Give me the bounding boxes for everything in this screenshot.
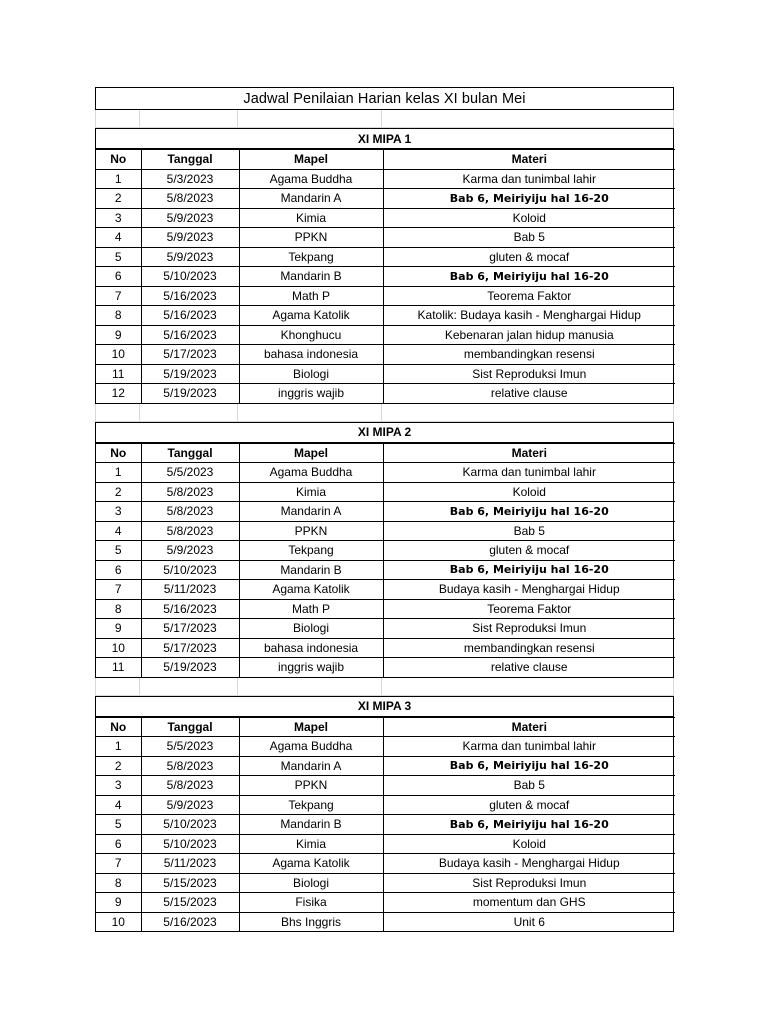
- cell-materi: Kebenaran jalan hidup manusia: [383, 325, 675, 345]
- table-row: [96, 756, 675, 776]
- cell-materi: Koloid: [383, 834, 675, 854]
- cell-mapel: Math P: [239, 599, 383, 619]
- table-row: [96, 854, 675, 874]
- cell-no: 1: [96, 463, 141, 483]
- table-row: [96, 541, 675, 561]
- spacer-cell: [382, 404, 674, 422]
- spacer-cell: [95, 404, 140, 422]
- cell-materi: Budaya kasih - Menghargai Hidup: [383, 580, 675, 600]
- cell-tanggal: 5/16/2023: [141, 912, 239, 931]
- table-row: [96, 638, 675, 658]
- cell-tanggal: 5/15/2023: [141, 893, 239, 913]
- column-header-materi: Materi: [383, 443, 675, 463]
- table-row: [96, 169, 675, 189]
- cell-tanggal: 5/8/2023: [141, 482, 239, 502]
- cell-no: 4: [96, 521, 141, 541]
- class-section: [95, 422, 674, 678]
- section-title: XI MIPA 1: [96, 129, 673, 149]
- cell-no: 1: [96, 737, 141, 757]
- table-row: [96, 345, 675, 365]
- cell-mapel: Mandarin B: [239, 815, 383, 835]
- cell-no: 5: [96, 815, 141, 835]
- header-row: [96, 443, 675, 463]
- table-row: [96, 834, 675, 854]
- cell-no: 8: [96, 873, 141, 893]
- cell-tanggal: 5/15/2023: [141, 873, 239, 893]
- cell-mapel: Agama Katolik: [239, 854, 383, 874]
- cell-materi: Bab 5: [383, 228, 675, 248]
- table-row: [96, 502, 675, 522]
- table-row: [96, 815, 675, 835]
- column-header-tanggal: Tanggal: [141, 717, 239, 737]
- header-row: [96, 150, 675, 170]
- cell-mapel: Mandarin A: [239, 756, 383, 776]
- spacer-cell: [382, 110, 674, 128]
- cell-tanggal: 5/19/2023: [141, 364, 239, 384]
- cell-tanggal: 5/10/2023: [141, 815, 239, 835]
- cell-no: 3: [96, 208, 141, 228]
- table-row: [96, 795, 675, 815]
- cell-mapel: PPKN: [239, 521, 383, 541]
- spacer-row: [95, 678, 674, 696]
- spacer-cell: [238, 678, 382, 696]
- cell-materi: Sist Reproduksi Imun: [383, 873, 675, 893]
- cell-no: 2: [96, 756, 141, 776]
- cell-materi: Karma dan tunimbal lahir: [383, 463, 675, 483]
- cell-tanggal: 5/8/2023: [141, 756, 239, 776]
- class-section: [95, 696, 674, 933]
- table-row: [96, 599, 675, 619]
- table-row: [96, 580, 675, 600]
- cell-tanggal: 5/9/2023: [141, 247, 239, 267]
- cell-tanggal: 5/9/2023: [141, 541, 239, 561]
- cell-no: 5: [96, 541, 141, 561]
- cell-mapel: Bhs Inggris: [239, 912, 383, 931]
- cell-mapel: PPKN: [239, 776, 383, 796]
- cell-tanggal: 5/9/2023: [141, 228, 239, 248]
- cell-mapel: Agama Buddha: [239, 737, 383, 757]
- cell-tanggal: 5/3/2023: [141, 169, 239, 189]
- cell-tanggal: 5/19/2023: [141, 658, 239, 677]
- cell-materi: Koloid: [383, 482, 675, 502]
- cell-no: 3: [96, 502, 141, 522]
- header-row: [96, 717, 675, 737]
- cell-mapel: Kimia: [239, 834, 383, 854]
- cell-mapel: inggris wajib: [239, 384, 383, 403]
- table-row: [96, 482, 675, 502]
- cell-tanggal: 5/8/2023: [141, 776, 239, 796]
- column-header-tanggal: Tanggal: [141, 443, 239, 463]
- spacer-cell: [140, 678, 238, 696]
- cell-materi: Budaya kasih - Menghargai Hidup: [383, 854, 675, 874]
- sections-container: [95, 110, 674, 932]
- cell-no: 7: [96, 286, 141, 306]
- section-title: XI MIPA 3: [96, 697, 673, 717]
- cell-no: 8: [96, 306, 141, 326]
- column-header-mapel: Mapel: [239, 150, 383, 170]
- cell-materi: Bab 6, Meiriyiju hal 16-20: [383, 502, 675, 522]
- cell-no: 2: [96, 482, 141, 502]
- table-row: [96, 893, 675, 913]
- cell-tanggal: 5/8/2023: [141, 521, 239, 541]
- cell-no: 1: [96, 169, 141, 189]
- cell-no: 6: [96, 834, 141, 854]
- cell-mapel: Mandarin B: [239, 560, 383, 580]
- table-row: [96, 228, 675, 248]
- cell-tanggal: 5/17/2023: [141, 345, 239, 365]
- cell-mapel: Mandarin B: [239, 267, 383, 287]
- cell-no: 8: [96, 599, 141, 619]
- cell-mapel: Biologi: [239, 873, 383, 893]
- cell-no: 7: [96, 580, 141, 600]
- cell-tanggal: 5/16/2023: [141, 325, 239, 345]
- cell-tanggal: 5/10/2023: [141, 267, 239, 287]
- cell-no: 3: [96, 776, 141, 796]
- cell-materi: relative clause: [383, 658, 675, 677]
- cell-materi: Bab 6, Meiriyiju hal 16-20: [383, 189, 675, 209]
- cell-materi: Karma dan tunimbal lahir: [383, 737, 675, 757]
- cell-materi: gluten & mocaf: [383, 247, 675, 267]
- schedule-table: [96, 717, 675, 932]
- cell-tanggal: 5/19/2023: [141, 384, 239, 403]
- cell-materi: Bab 5: [383, 521, 675, 541]
- cell-no: 9: [96, 619, 141, 639]
- spacer-cell: [140, 404, 238, 422]
- table-row: [96, 306, 675, 326]
- table-row: [96, 560, 675, 580]
- cell-mapel: Agama Katolik: [239, 580, 383, 600]
- table-row: [96, 286, 675, 306]
- cell-no: 4: [96, 228, 141, 248]
- cell-tanggal: 5/11/2023: [141, 854, 239, 874]
- cell-mapel: Agama Buddha: [239, 169, 383, 189]
- cell-tanggal: 5/5/2023: [141, 737, 239, 757]
- cell-tanggal: 5/8/2023: [141, 502, 239, 522]
- cell-no: 11: [96, 364, 141, 384]
- cell-tanggal: 5/10/2023: [141, 560, 239, 580]
- cell-tanggal: 5/17/2023: [141, 619, 239, 639]
- cell-no: 6: [96, 267, 141, 287]
- column-header-materi: Materi: [383, 150, 675, 170]
- spacer-cell: [238, 404, 382, 422]
- cell-tanggal: 5/11/2023: [141, 580, 239, 600]
- sheet-title: Jadwal Penilaian Harian kelas XI bulan Mei: [95, 87, 674, 110]
- table-row: [96, 658, 675, 677]
- cell-mapel: bahasa indonesia: [239, 638, 383, 658]
- class-section: [95, 128, 674, 404]
- cell-mapel: Fisika: [239, 893, 383, 913]
- cell-mapel: Tekpang: [239, 247, 383, 267]
- spacer-cell: [95, 110, 140, 128]
- cell-materi: Teorema Faktor: [383, 286, 675, 306]
- cell-no: 6: [96, 560, 141, 580]
- cell-mapel: Math P: [239, 286, 383, 306]
- cell-no: 2: [96, 189, 141, 209]
- cell-mapel: inggris wajib: [239, 658, 383, 677]
- cell-mapel: Khonghucu: [239, 325, 383, 345]
- schedule-table: [96, 149, 675, 403]
- cell-tanggal: 5/9/2023: [141, 795, 239, 815]
- cell-materi: Bab 6, Meiriyiju hal 16-20: [383, 560, 675, 580]
- column-header-no: No: [96, 150, 141, 170]
- cell-mapel: Agama Buddha: [239, 463, 383, 483]
- cell-mapel: bahasa indonesia: [239, 345, 383, 365]
- cell-materi: gluten & mocaf: [383, 795, 675, 815]
- cell-mapel: Agama Katolik: [239, 306, 383, 326]
- cell-materi: Sist Reproduksi Imun: [383, 619, 675, 639]
- cell-tanggal: 5/16/2023: [141, 286, 239, 306]
- spacer-cell: [95, 678, 140, 696]
- column-header-mapel: Mapel: [239, 717, 383, 737]
- spacer-row: [95, 404, 674, 422]
- table-row: [96, 776, 675, 796]
- cell-materi: Bab 6, Meiriyiju hal 16-20: [383, 267, 675, 287]
- cell-no: 4: [96, 795, 141, 815]
- column-header-no: No: [96, 443, 141, 463]
- cell-materi: Koloid: [383, 208, 675, 228]
- cell-mapel: Biologi: [239, 364, 383, 384]
- cell-materi: Bab 6, Meiriyiju hal 16-20: [383, 756, 675, 776]
- cell-mapel: Biologi: [239, 619, 383, 639]
- table-row: [96, 384, 675, 403]
- column-header-materi: Materi: [383, 717, 675, 737]
- cell-tanggal: 5/16/2023: [141, 306, 239, 326]
- table-row: [96, 463, 675, 483]
- table-row: [96, 737, 675, 757]
- table-row: [96, 325, 675, 345]
- cell-materi: Katolik: Budaya kasih - Menghargai Hidup: [383, 306, 675, 326]
- cell-no: 12: [96, 384, 141, 403]
- cell-mapel: Kimia: [239, 482, 383, 502]
- cell-materi: relative clause: [383, 384, 675, 403]
- table-row: [96, 189, 675, 209]
- section-title: XI MIPA 2: [96, 423, 673, 443]
- column-header-mapel: Mapel: [239, 443, 383, 463]
- table-row: [96, 247, 675, 267]
- cell-mapel: Tekpang: [239, 541, 383, 561]
- cell-no: 11: [96, 658, 141, 677]
- spacer-row: [95, 110, 674, 128]
- cell-tanggal: 5/8/2023: [141, 189, 239, 209]
- cell-materi: Bab 5: [383, 776, 675, 796]
- cell-no: 10: [96, 912, 141, 931]
- spacer-cell: [140, 110, 238, 128]
- cell-tanggal: 5/5/2023: [141, 463, 239, 483]
- schedule-sheet: [95, 87, 674, 932]
- cell-materi: Bab 6, Meiriyiju hal 16-20: [383, 815, 675, 835]
- cell-no: 5: [96, 247, 141, 267]
- cell-tanggal: 5/17/2023: [141, 638, 239, 658]
- cell-tanggal: 5/10/2023: [141, 834, 239, 854]
- schedule-table: [96, 443, 675, 677]
- table-row: [96, 521, 675, 541]
- spacer-cell: [238, 110, 382, 128]
- table-row: [96, 208, 675, 228]
- cell-materi: gluten & mocaf: [383, 541, 675, 561]
- cell-materi: momentum dan GHS: [383, 893, 675, 913]
- table-row: [96, 912, 675, 931]
- cell-tanggal: 5/9/2023: [141, 208, 239, 228]
- cell-materi: Unit 6: [383, 912, 675, 931]
- table-row: [96, 873, 675, 893]
- table-row: [96, 619, 675, 639]
- table-row: [96, 364, 675, 384]
- column-header-no: No: [96, 717, 141, 737]
- cell-mapel: Mandarin A: [239, 189, 383, 209]
- cell-no: 9: [96, 893, 141, 913]
- cell-materi: membandingkan resensi: [383, 345, 675, 365]
- spacer-cell: [382, 678, 674, 696]
- cell-materi: Sist Reproduksi Imun: [383, 364, 675, 384]
- cell-no: 7: [96, 854, 141, 874]
- cell-tanggal: 5/16/2023: [141, 599, 239, 619]
- cell-materi: membandingkan resensi: [383, 638, 675, 658]
- table-row: [96, 267, 675, 287]
- cell-no: 10: [96, 345, 141, 365]
- cell-mapel: Mandarin A: [239, 502, 383, 522]
- cell-materi: Teorema Faktor: [383, 599, 675, 619]
- cell-no: 9: [96, 325, 141, 345]
- cell-mapel: Tekpang: [239, 795, 383, 815]
- cell-mapel: PPKN: [239, 228, 383, 248]
- cell-no: 10: [96, 638, 141, 658]
- column-header-tanggal: Tanggal: [141, 150, 239, 170]
- cell-materi: Karma dan tunimbal lahir: [383, 169, 675, 189]
- cell-mapel: Kimia: [239, 208, 383, 228]
